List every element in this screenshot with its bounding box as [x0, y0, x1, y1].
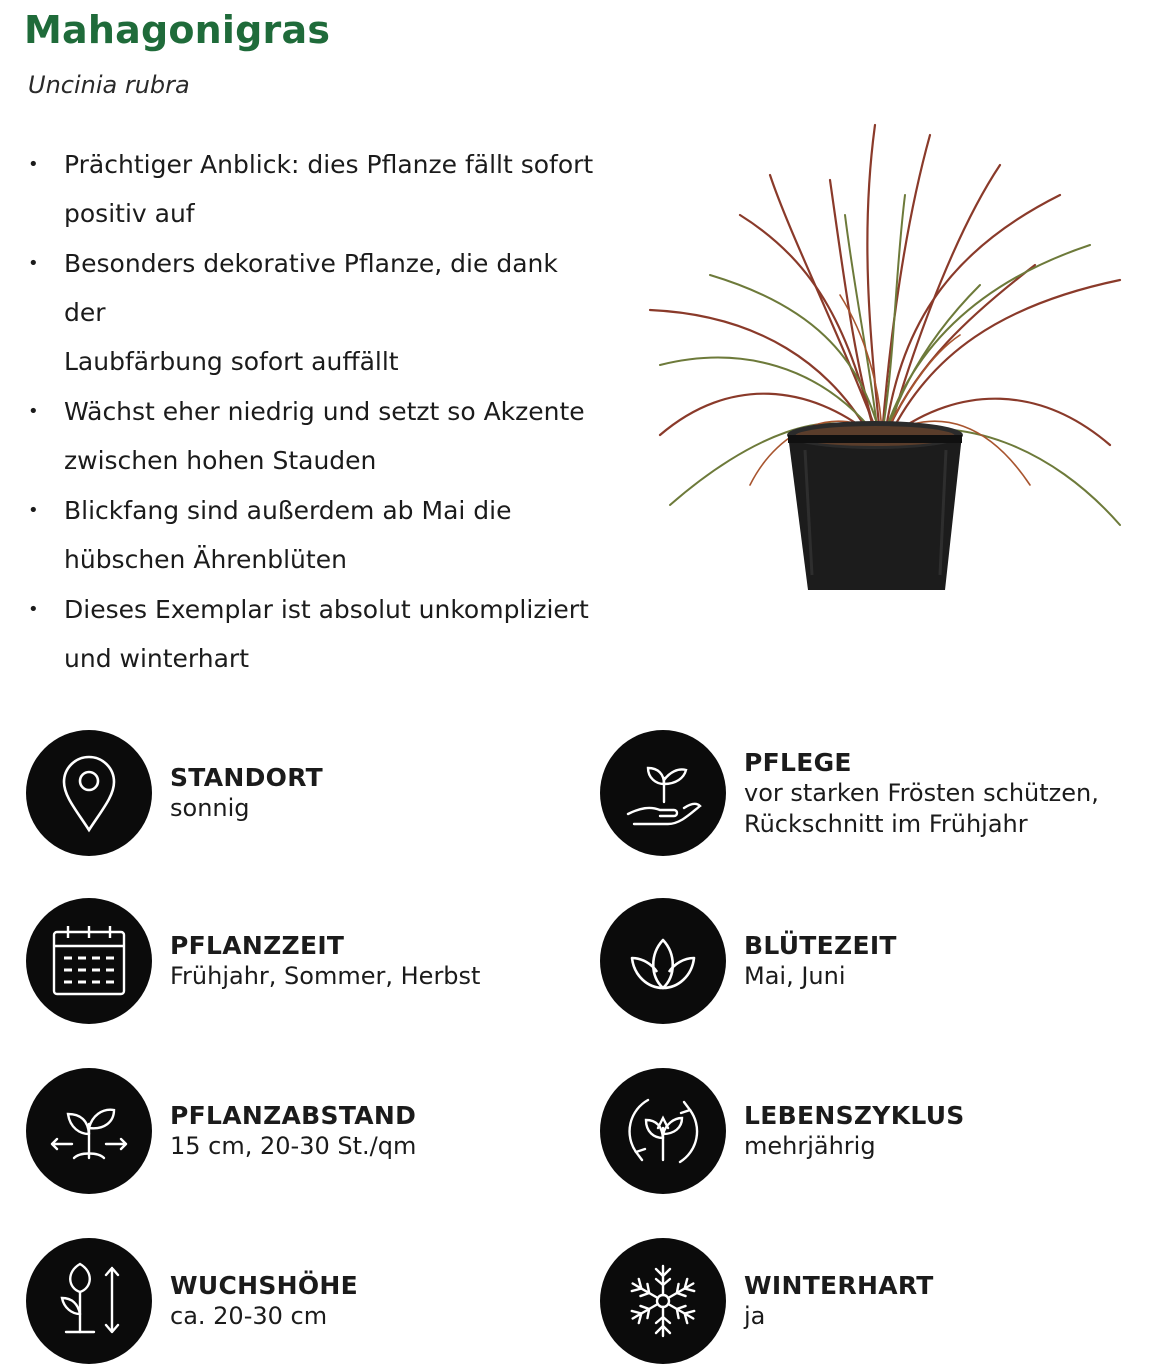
plant-image	[640, 105, 1140, 605]
bullet-dot: •	[28, 500, 39, 521]
feature-value: ja	[744, 1302, 766, 1330]
bullet-dot: •	[28, 253, 39, 274]
bullet-dot: •	[28, 154, 39, 175]
list-item	[24, 585, 594, 683]
bullet-text-line: und winterhart	[64, 644, 250, 673]
bullet-dot: •	[28, 599, 39, 620]
list-item	[24, 486, 594, 584]
list-item	[24, 140, 594, 238]
feature-pflanzzeit	[26, 898, 480, 1024]
feature-label: BLÜTEZEIT	[744, 931, 897, 960]
location-pin-icon	[46, 750, 132, 836]
feature-label: PFLANZABSTAND	[170, 1101, 417, 1130]
standort-badge	[26, 730, 152, 856]
wuchshoehe-badge	[26, 1238, 152, 1364]
feature-value: Rückschnitt im Frühjahr	[744, 809, 1028, 838]
plant-spacing-icon	[46, 1088, 132, 1174]
pflanzzeit-badge	[26, 898, 152, 1024]
feature-wuchshoehe	[26, 1238, 358, 1364]
list-item	[24, 387, 594, 485]
life-cycle-icon	[620, 1088, 706, 1174]
feature-label: PFLANZZEIT	[170, 931, 345, 960]
feature-pflege	[600, 730, 1099, 856]
seedling-hand-icon	[620, 750, 706, 836]
bluetezeit-badge	[600, 898, 726, 1024]
feature-bullet-list	[24, 140, 594, 684]
feature-label: LEBENSZYKLUS	[744, 1101, 965, 1130]
feature-value: Mai, Juni	[744, 962, 846, 990]
snowflake-icon	[620, 1258, 706, 1344]
botanical-name: Uncinia rubra	[28, 71, 190, 99]
feature-value: mehrjährig	[744, 1132, 876, 1160]
feature-standort	[26, 730, 323, 856]
feature-label: PFLEGE	[744, 747, 852, 777]
feature-value: sonnig	[170, 794, 250, 822]
bullet-text-line: positiv auf	[64, 199, 195, 228]
feature-label: WUCHSHÖHE	[170, 1271, 359, 1300]
pflanzabstand-badge	[26, 1068, 152, 1194]
winterhart-badge	[600, 1238, 726, 1364]
bullet-text-line: Dieses Exemplar ist absolut unkompliziert	[64, 595, 589, 624]
feature-value: ca. 20-30 cm	[170, 1302, 328, 1330]
plant-height-icon	[46, 1258, 132, 1344]
feature-lebenszyklus	[600, 1068, 965, 1194]
bullet-dot: •	[28, 401, 39, 422]
bullet-text-line: Besonders dekorative Pflanze, die dank der	[64, 249, 558, 327]
bullet-text-line: Blickfang sind außerdem ab Mai die	[64, 496, 512, 525]
feature-value: 15 cm, 20-30 St./qm	[170, 1132, 417, 1160]
product-title: Mahagonigras	[24, 8, 331, 52]
feature-label: STANDORT	[170, 763, 323, 792]
list-item	[24, 239, 594, 386]
bullet-text-line: Laubfärbung sofort auffällt	[64, 347, 399, 376]
lotus-flower-icon	[620, 918, 706, 1004]
feature-pflanzabstand	[26, 1068, 416, 1194]
feature-bluetezeit	[600, 898, 897, 1024]
feature-winterhart	[600, 1238, 934, 1364]
pflege-badge	[600, 730, 726, 856]
feature-value: vor starken Frösten schützen,	[744, 778, 1099, 807]
bullet-text-line: zwischen hohen Stauden	[64, 446, 377, 475]
bullet-text-line: Prächtiger Anblick: dies Pflanze fällt sofort	[64, 150, 594, 179]
lebenszyklus-badge	[600, 1068, 726, 1194]
bullet-text-line: hübschen Ährenblüten	[64, 545, 347, 574]
feature-value: Frühjahr, Sommer, Herbst	[170, 962, 481, 990]
feature-label: WINTERHART	[744, 1271, 934, 1300]
bullet-text-line: Wächst eher niedrig und setzt so Akzente	[64, 397, 585, 426]
calendar-icon	[46, 918, 132, 1004]
